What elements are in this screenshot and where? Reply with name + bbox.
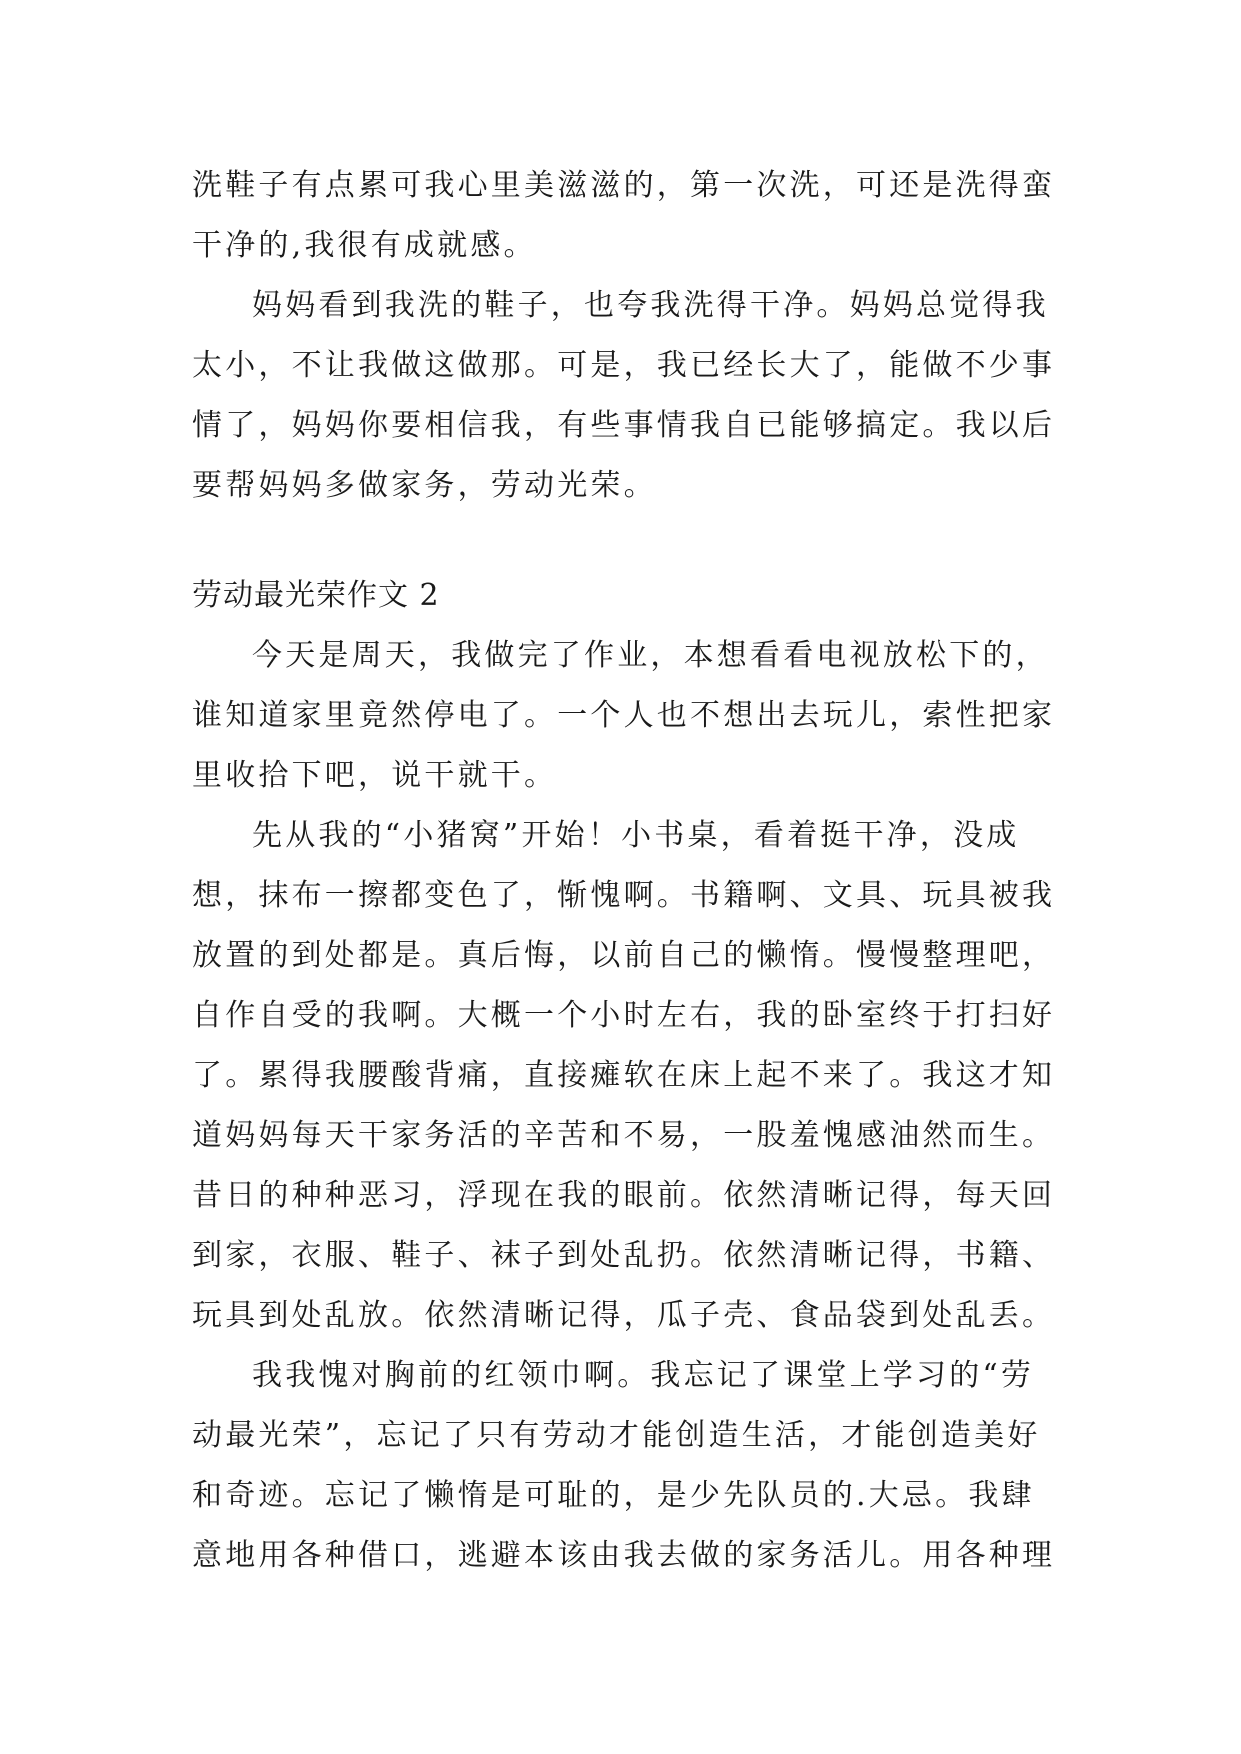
text-line: 想，抹布一擦都变色了，惭愧啊。书籍啊、文具、玩具被我 xyxy=(192,878,1056,913)
text-line: 要帮妈妈多做家务，劳动光荣。 xyxy=(192,468,657,503)
text-line: 自作自受的我啊。大概一个小时左右，我的卧室终于打扫好 xyxy=(192,998,1056,1033)
text-line: 动最光荣”，忘记了只有劳动才能创造生活，才能创造美好 xyxy=(192,1418,1041,1453)
text-line: 意地用各种借口，逃避本该由我去做的家务活儿。用各种理 xyxy=(192,1538,1056,1573)
text-line: 里收拾下吧，说干就干。 xyxy=(192,758,558,793)
text-line: 昔日的种种恶习，浮现在我的眼前。依然清晰记得，每天回 xyxy=(192,1178,1056,1213)
text-line: 干净的,我很有成就感。 xyxy=(192,228,537,263)
text-line: 放置的到处都是。真后悔，以前自己的懒惰。慢慢整理吧， xyxy=(192,938,1056,973)
text-line: 妈妈看到我洗的鞋子，也夸我洗得干净。妈妈总觉得我 xyxy=(252,288,1049,323)
text-line: 和奇迹。忘记了懒惰是可耻的，是少先队员的.大忌。我肆 xyxy=(192,1478,1035,1513)
text-line: 情了，妈妈你要相信我，有些事情我自已能够搞定。我以后 xyxy=(192,408,1056,443)
section-title: 劳动最光荣作文 2 xyxy=(192,578,440,613)
text-line: 到家，衣服、鞋子、袜子到处乱扔。依然清晰记得，书籍、 xyxy=(192,1238,1056,1273)
text-line: 今天是周天，我做完了作业，本想看看电视放松下的， xyxy=(252,638,1049,673)
text-line: 谁知道家里竟然停电了。一个人也不想出去玩儿，索性把家 xyxy=(192,698,1056,733)
text-line: 了。累得我腰酸背痛，直接瘫软在床上起不来了。我这才知 xyxy=(192,1058,1056,1093)
text-line: 道妈妈每天干家务活的辛苦和不易，一股羞愧感油然而生。 xyxy=(192,1118,1056,1153)
text-line: 洗鞋子有点累可我心里美滋滋的，第一次洗，可还是洗得蛮 xyxy=(192,168,1056,203)
text-line: 我我愧对胸前的红领巾啊。我忘记了课堂上学习的“劳 xyxy=(252,1358,1035,1393)
text-line: 玩具到处乱放。依然清晰记得，瓜子壳、食品袋到处乱丢。 xyxy=(192,1298,1056,1333)
text-line: 先从我的“小猪窝”开始！小书桌，看着挺干净，没成 xyxy=(252,818,1020,853)
text-line: 太小，不让我做这做那。可是，我已经长大了，能做不少事 xyxy=(192,348,1056,383)
